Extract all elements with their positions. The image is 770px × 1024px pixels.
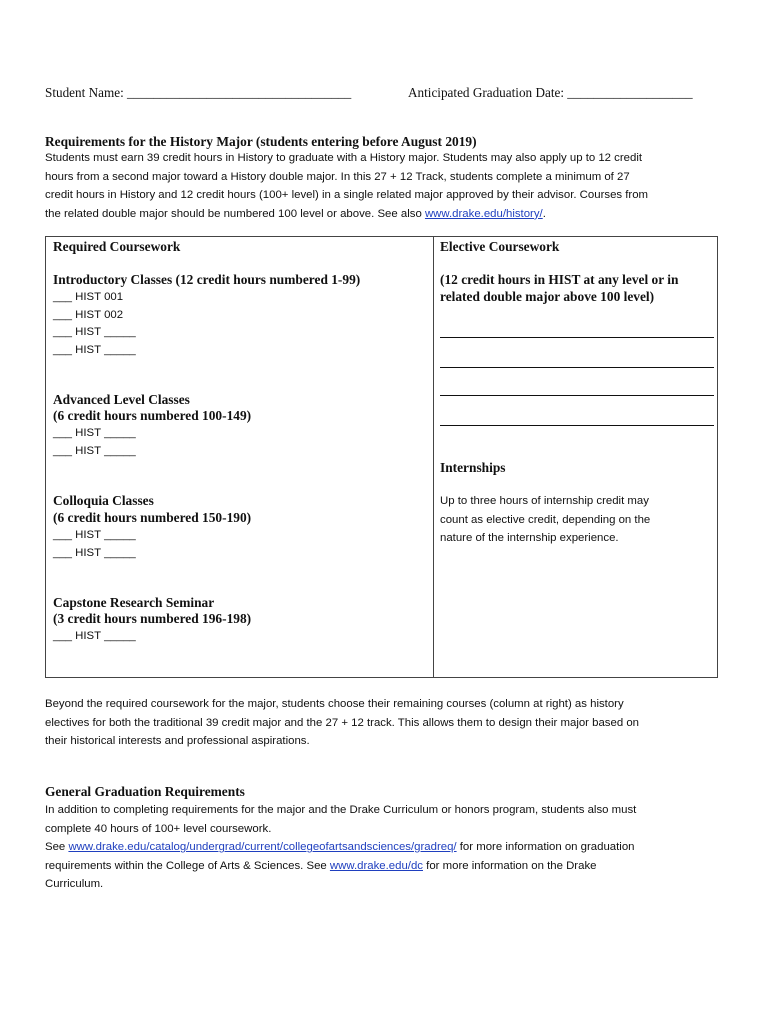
internships-heading: Internships [440, 460, 506, 475]
general-line-links [45, 838, 636, 857]
course-blank[interactable]: ___ HIST _____ [53, 630, 136, 642]
colloquia-classes-sub: (6 credit hours numbered 150-190) [53, 510, 252, 525]
drake-curriculum-link[interactable]: www.drake.edu/dc [329, 859, 423, 872]
intro-period: . [542, 207, 546, 220]
gradreq-link[interactable]: www.drake.edu/catalog/undergrad/current/collegeofartsandsciences/gradreq/ [68, 841, 457, 854]
advanced-classes-heading: Advanced Level Classes [53, 392, 190, 407]
course-blank[interactable]: ___ HIST _____ [53, 326, 136, 338]
elective-blank-line[interactable] [440, 337, 714, 338]
internship-line: Up to three hours of internship credit may [440, 495, 649, 507]
general-text: requirements within the College of Arts & Sciences. See [45, 859, 330, 872]
beyond-paragraph [45, 695, 639, 751]
general-text: for more information on graduation [456, 841, 635, 854]
elective-blank-line[interactable] [440, 367, 714, 368]
beyond-line: Beyond the required coursework for the major, students choose their remaining courses (column at right) as history [45, 698, 624, 710]
general-line: In addition to completing requirements for the major and the Drake Curriculum or honors program, students also must [45, 804, 637, 816]
general-line-links [45, 857, 636, 876]
advanced-classes-sub: (6 credit hours numbered 100-149) [53, 408, 252, 423]
elective-coursework-title: Elective Coursework [440, 239, 560, 254]
student-name-field[interactable]: Student Name: __________________________________ [45, 85, 352, 100]
introductory-classes-list [53, 289, 136, 359]
internship-line: count as elective credit, depending on the [440, 513, 651, 526]
course-blank[interactable]: ___ HIST 001 [53, 291, 124, 303]
intro-paragraph [45, 149, 648, 223]
capstone-seminar-list [53, 628, 136, 646]
beyond-line: electives for both the traditional 39 credit major and the 27 + 12 track. This allows them to design their major based on [45, 716, 640, 729]
elective-blank-line[interactable] [440, 425, 714, 426]
elective-description-line2: related double major above 100 level) [440, 289, 655, 304]
course-blank[interactable]: ___ HIST _____ [53, 546, 136, 559]
intro-line-last [45, 205, 648, 224]
intro-line: Students must earn 39 credit hours in History to graduate with a History major. Students may also apply up to 12 credit [45, 152, 643, 164]
elective-description-line1: (12 credit hours in HIST at any level or in [440, 272, 679, 287]
internships-paragraph [440, 492, 650, 548]
elective-coursework-cell [434, 237, 718, 678]
required-coursework-cell [46, 237, 434, 678]
capstone-seminar-sub: (3 credit hours numbered 196-198) [53, 611, 252, 626]
course-blank[interactable]: ___ HIST 002 [53, 308, 124, 321]
intro-line: credit hours in History and 12 credit hours (100+ level) in a single related major approved by their advisor. Courses from [45, 189, 649, 202]
elective-blank-line[interactable] [440, 395, 714, 396]
major-requirements-heading: Requirements for the History Major (students entering before August 2019) [45, 134, 477, 149]
course-blank[interactable]: ___ HIST _____ [53, 529, 136, 541]
beyond-line: their historical interests and professional aspirations. [45, 735, 310, 748]
general-requirements-paragraph [45, 801, 636, 894]
history-link[interactable]: www.drake.edu/history/ [424, 207, 543, 220]
course-blank[interactable]: ___ HIST _____ [53, 444, 136, 457]
colloquia-classes-list [53, 527, 136, 562]
general-text: See [45, 841, 69, 854]
introductory-classes-heading: Introductory Classes (12 credit hours numbered 1-99) [53, 272, 361, 287]
requirements-table [45, 236, 718, 678]
general-requirements-heading: General Graduation Requirements [45, 784, 245, 799]
intro-text: the related double major should be numbered 100 level or above. See also [45, 207, 425, 220]
course-blank[interactable]: ___ HIST _____ [53, 427, 136, 439]
graduation-date-field[interactable]: Anticipated Graduation Date: ___________________ [408, 85, 693, 100]
required-coursework-title: Required Coursework [53, 239, 181, 254]
advanced-classes-list [53, 425, 136, 460]
intro-line: hours from a second major toward a History double major. In this 27 + 12 Track, students complete a minimum of 27 [45, 170, 630, 183]
course-blank[interactable]: ___ HIST _____ [53, 343, 136, 356]
general-text: for more information on the Drake [423, 859, 597, 872]
general-line: complete 40 hours of 100+ level coursework. [45, 822, 272, 835]
internship-line: nature of the internship experience. [440, 532, 619, 545]
capstone-seminar-heading: Capstone Research Seminar [53, 595, 215, 610]
colloquia-classes-heading: Colloquia Classes [53, 493, 154, 508]
general-line: Curriculum. [45, 878, 104, 891]
